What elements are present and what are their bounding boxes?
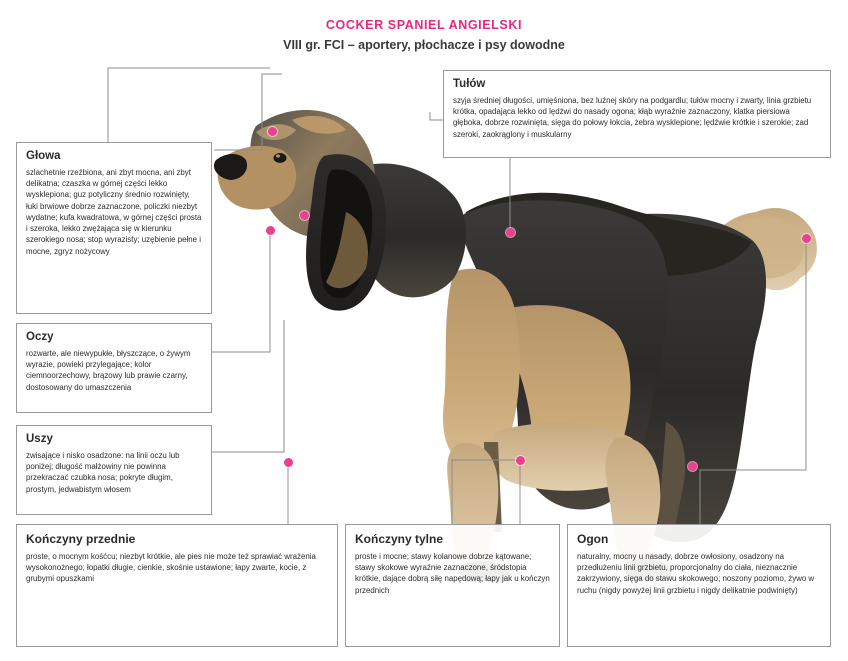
callout-front-limbs-text: proste, o mocnym kośćcu; niezbyt krótkie, ale pies nie może też sprawiać wrażenia wysokonożnego; łopatki długie, cienkie, skośnie ustawione; łapy zwarte, kocie, z grubymi opuszkami (26, 552, 316, 584)
marker-body (506, 228, 515, 237)
marker-tail (802, 234, 811, 243)
callout-rear-limbs-title: Kończyny tylne (355, 532, 444, 546)
callout-body-title: Tułów (453, 78, 486, 90)
callout-ears-text: zwisające i nisko osadzone: na linii oczu lub poniżej; długość małżowiny nie powinna przekraczać czubka nosa; pokryte długim, prostym, jedwabistym włosem (26, 451, 180, 494)
callout-tail-text: naturalny, mocny u nasady, dobrze owłosiony, osadzony na przedłużeniu linii grzbietu, proporcjonalny do ciała, nieznacznie zakrzywiony, sięga do stawu skokowego; noszony poziomo, żywo w ruchu (nigdy powyżej linii grzbietu i nigdy delikatnie podwinięty) (577, 552, 815, 595)
callout-head-text: szlachetnie rzeźbiona, ani zbyt mocna, ani zbyt delikatna; czaszka w górnej części lekko wysklepiona; guz potyliczny średnio rozwinięty, łuki brwiowe dobrze zaznaczone, policzki niezbyt wydatne; kufa kwadratowa, w górnej części prosta i szeroka, lekko zwężająca się w kierunku szerokiego nosa; stop wyrazisty; uzębienie pełne i mocne, zgryz nożycowy (26, 168, 202, 256)
callout-ears (16, 425, 212, 515)
callout-body-text: szyja średniej długości, umięśniona, bez luźnej skóry na podgardlu; tułów mocny i zwarty, linia grzbietu krótka, opadająca lekko od lędźwi do nasady ogona; kłąb wyraźnie zaznaczony, klatka piersiowa głęboka, dobrze rozwinięta, sięga do połowy łokcia, żebra wysklepione; lędźwie krótkie i szerokie; zad szeroki, zaokrąglony i muskularny (453, 96, 812, 139)
callout-eyes-text: rozwarte, ale niewypukłe, błyszczące, o żywym wyrazie, powieki przylegające; kolor ciemnoorzechowy, brązowy lub prawie czarny, dostosowany do umaszczenia (26, 349, 191, 392)
marker-front-limb (284, 458, 293, 467)
marker-ear (300, 211, 309, 220)
callout-front-limbs (16, 524, 338, 647)
page-subtitle: VIII gr. FCI – aportery, płochacze i psy dowodne (283, 38, 565, 52)
callout-rear-limbs-text: proste i mocne; stawy kolanowe dobrze kątowane; stawy skokowe wyraźnie zaznaczone, śródstopia krótkie, dające dobrą siłę napędową; łapy jak u kończyn przednich (355, 552, 550, 595)
callout-front-limbs-title: Kończyny przednie (26, 532, 136, 546)
marker-rear-limb (516, 456, 525, 465)
callout-body (443, 70, 831, 158)
callout-eyes-title: Oczy (26, 331, 54, 343)
callout-head (16, 142, 212, 314)
callout-head-title: Głowa (26, 150, 61, 162)
callout-rear-limbs (345, 524, 560, 647)
page-title: COCKER SPANIEL ANGIELSKI (325, 18, 523, 32)
callout-tail-title: Ogon (577, 532, 609, 546)
callout-eyes (16, 323, 212, 413)
marker-eye (266, 226, 275, 235)
callout-ears-title: Uszy (26, 433, 53, 445)
marker-hock (688, 462, 697, 471)
marker-head-skull (268, 127, 277, 136)
callout-tail (567, 524, 831, 647)
